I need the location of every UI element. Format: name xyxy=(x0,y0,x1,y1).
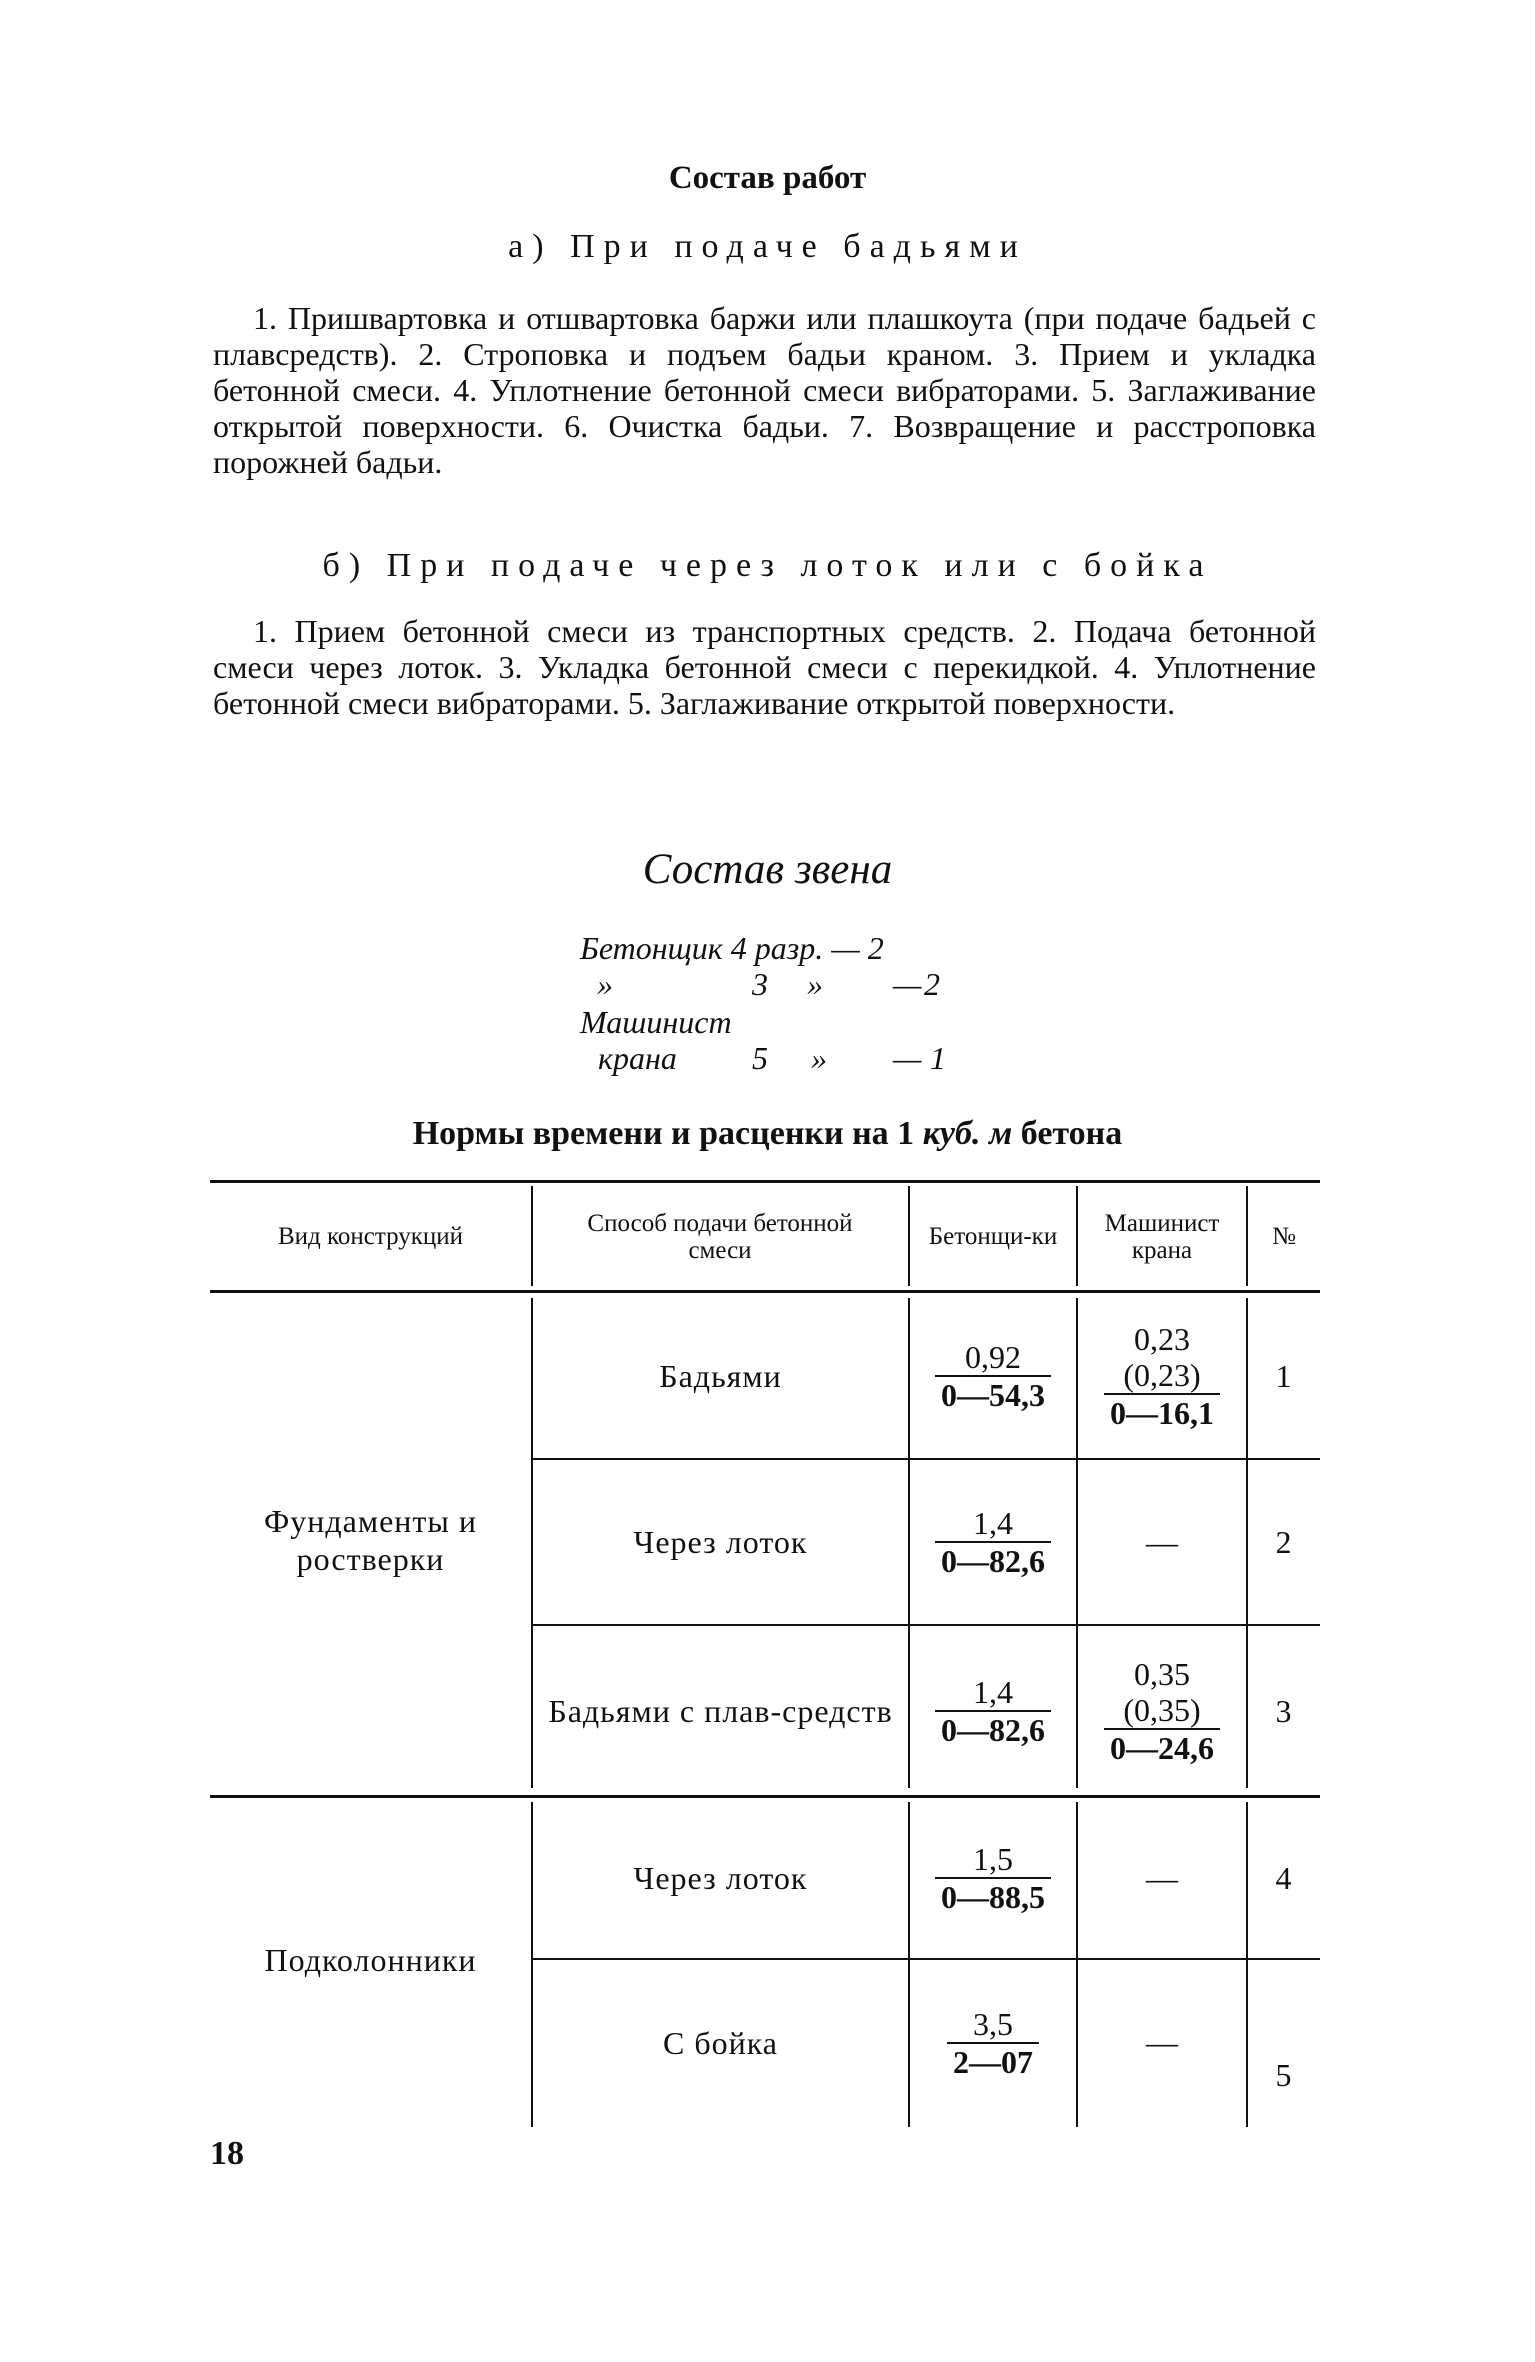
table-title-post: бетона xyxy=(1020,1115,1123,1152)
norm-value: 3,5 xyxy=(973,2005,1013,2042)
norm-value-alt: (0,23) xyxy=(1123,1356,1201,1393)
concrete-norm-cell xyxy=(910,1626,1076,1795)
crew-title: Состав звена xyxy=(642,846,893,893)
operator-norm-cell xyxy=(1078,1626,1246,1795)
crew-count: 2 xyxy=(924,966,940,1002)
norm-value: 0,23 xyxy=(1134,1320,1190,1357)
crew-grade: 5 xyxy=(752,1040,768,1076)
header-number: № xyxy=(1272,1223,1296,1250)
rate-value: 0—16,1 xyxy=(1104,1393,1220,1431)
header-supply-method: Способ подачи бетонной смеси xyxy=(587,1209,853,1264)
rate-value: 0—88,5 xyxy=(935,1877,1051,1915)
norm-fraction xyxy=(935,1339,1051,1413)
method-cell: Бадьями xyxy=(659,1357,782,1394)
norm-fraction xyxy=(935,1505,1051,1579)
crew-grade: 3 xyxy=(752,966,768,1002)
row-number: 2 xyxy=(1275,1524,1293,1560)
col-rule xyxy=(531,1186,533,1286)
crew-grade: 4 xyxy=(730,930,747,966)
crew-role: крана xyxy=(598,1040,677,1076)
row-number: 1 xyxy=(1275,1357,1293,1394)
section-title: Состав работ xyxy=(668,160,867,196)
subheading-a: а) При подаче бадьями xyxy=(508,228,1027,265)
norm-fraction xyxy=(1104,1656,1220,1766)
table-title-unit: куб. м xyxy=(922,1115,1013,1152)
crew-sep: — xyxy=(893,1040,922,1076)
concrete-norm-cell xyxy=(910,1460,1076,1624)
norm-fraction xyxy=(935,1841,1051,1915)
work-list-a: 1. Пришвартовка и отшвартовка баржи или плашкоута (при подаче бадьей с плавсредств). 2. Строповка и подъем бадьи краном. 3. Прием и укладка бетонной смеси. 4. Уплотнение бетонной смеси вибраторами. 5. Заглаживание открытой поверхности. 6. Очистка бадьи. 7. Возвращение и расстроповка порожней бадьи. xyxy=(213,300,1316,480)
crew-row xyxy=(580,930,884,966)
norm-value: 1,4 xyxy=(973,1505,1013,1541)
table-title-pre: Нормы времени и расценки на 1 xyxy=(412,1115,915,1152)
norm-fraction xyxy=(935,1674,1051,1748)
rate-value: 2—07 xyxy=(947,2042,1039,2080)
work-list-b: 1. Прием бетонной смеси из транспортных средств. 2. Подача бетонной смеси через лоток. 3. Укладка бетонной смеси с перекидкой. 4. Уплотнение бетонной смеси вибраторами. 5. Заглаживание открытой поверхности. xyxy=(213,613,1316,721)
operator-norm-cell: — xyxy=(1146,1859,1178,1896)
col-rule xyxy=(1076,1186,1078,1286)
crew-role: Бетонщик xyxy=(580,930,723,966)
method-cell: Через лоток xyxy=(633,1860,808,1896)
page-number: 18 xyxy=(210,2135,244,2172)
table-title xyxy=(0,1115,1535,1153)
concrete-norm-cell xyxy=(910,1293,1076,1458)
rate-value: 0—82,6 xyxy=(935,1541,1051,1579)
crew-unit: » xyxy=(811,1040,827,1076)
norm-value: 1,4 xyxy=(973,1673,1013,1710)
rate-value: 0—24,6 xyxy=(1104,1728,1220,1766)
subheading-b: б) При подаче через лоток или с бойка xyxy=(322,547,1213,584)
rate-value: 0—82,6 xyxy=(935,1710,1051,1748)
crew-count: 1 xyxy=(930,1040,946,1076)
concrete-norm-cell xyxy=(910,1960,1076,2125)
norm-value: 0,92 xyxy=(965,1338,1021,1375)
operator-norm-cell: — xyxy=(1146,2024,1178,2060)
group-column-bases: Подколонники xyxy=(264,1942,477,1978)
row-number: 4 xyxy=(1275,1860,1293,1896)
col-rule xyxy=(908,1186,910,1286)
crew-role: Машинист xyxy=(580,1004,732,1040)
norm-value: 0,35 xyxy=(1134,1655,1190,1692)
method-cell: Бадьями с плав-средств xyxy=(548,1692,893,1729)
crew-count: 2 xyxy=(867,930,884,966)
norm-value: 1,5 xyxy=(973,1841,1013,1877)
row-number: 5 xyxy=(1275,2057,1293,2093)
concrete-norm-cell xyxy=(910,1798,1076,1958)
crew-unit: разр. xyxy=(754,930,824,966)
crew-sep: — xyxy=(893,966,922,1002)
crew-role: » xyxy=(597,966,613,1002)
crew-sep: — xyxy=(831,930,860,966)
method-cell: Через лоток xyxy=(633,1524,808,1560)
group-foundations: Фундаменты и ростверки xyxy=(263,1503,478,1577)
crew-row xyxy=(580,1004,732,1040)
operator-norm-cell xyxy=(1078,1293,1246,1458)
rate-value: 0—54,3 xyxy=(935,1375,1051,1413)
operator-norm-cell: — xyxy=(1146,1523,1178,1560)
row-number: 3 xyxy=(1275,1692,1293,1729)
method-cell: С бойка xyxy=(662,2024,778,2061)
norm-fraction xyxy=(1104,1321,1220,1431)
crew-unit: » xyxy=(807,966,823,1002)
header-crane-operator: Машинист крана xyxy=(1104,1209,1220,1264)
header-concrete-workers: Бетонщи-ки xyxy=(928,1223,1058,1250)
header-construction-type: Вид конструкций xyxy=(277,1223,464,1250)
norm-value-alt: (0,35) xyxy=(1123,1691,1201,1728)
norm-fraction xyxy=(947,2006,1039,2080)
